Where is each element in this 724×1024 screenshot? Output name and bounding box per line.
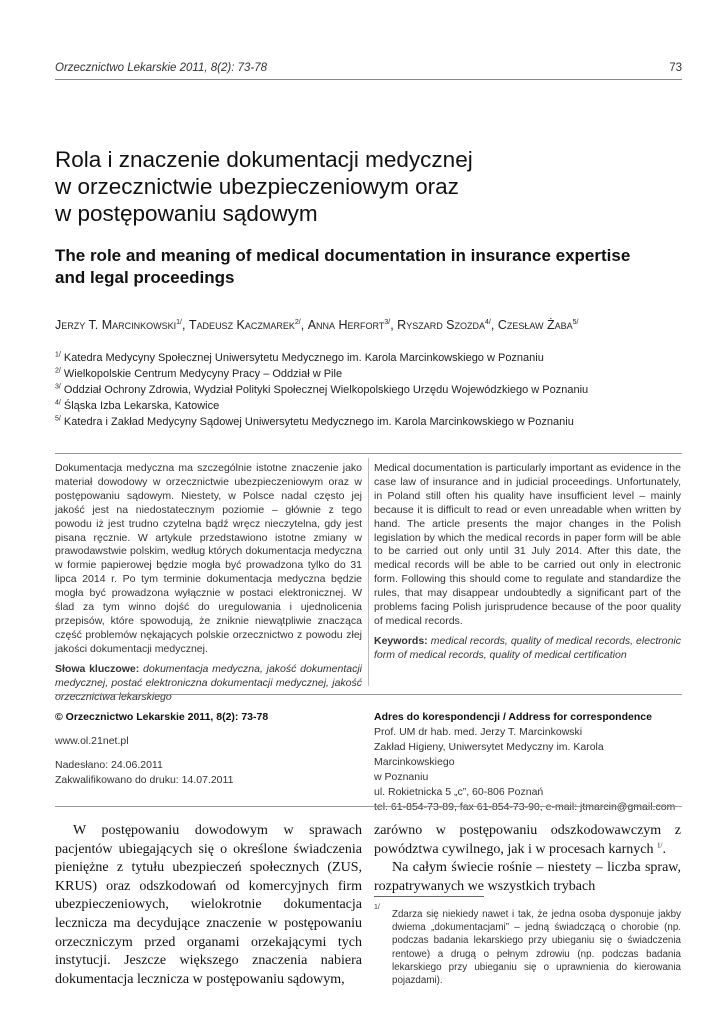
keywords-polish [55,663,362,705]
header-divider [55,79,682,80]
title-polish [55,146,655,227]
accepted-date: Zakwalifikowano do druku: 14.07.2011 [55,774,234,786]
keywords-english [374,635,681,663]
body-paragraph: zarówno w postępowaniu odszkodowawczym z powództwa cywilnego, jak i w procesach karnych $^{1/}$. [374,823,681,857]
title-polish-line: w postępowaniu sądowym [55,201,318,226]
author-sup: 1/ [176,318,182,326]
abstract-english [374,462,681,663]
keywords-english-label: Keywords: [374,634,428,647]
affiliation-item: $^{5/}$ Katedra i Zakład Medycyny Sądowej Uniwersytetu Medycznego im. Karola Marcinkowskiego w Poznaniu [55,415,574,428]
keywords-polish-text: dokumentacja medyczna, jakość dokumentacji medycznej, postać elektroniczna dokumentacji medycznej, jakość orzecznictwa lekarskiego [55,662,363,703]
author-sup: 2/ [294,318,301,326]
correspondence-address [374,710,684,815]
keywords-english-text: medical records, quality of medical records, electronic form of medical records, quality of medical certification [374,634,681,661]
title-polish-line: Rola i znaczenie dokumentacji medycznej [55,147,473,172]
author-sup: 3/ [384,318,391,326]
affiliations [55,350,588,430]
correspondence-line: w Poznaniu [374,771,429,783]
correspondence-line: ul. Rokietnicka 5 „c”, 60-806 Poznań [374,786,544,798]
abstract-polish [55,462,362,704]
abstract-top-rule [55,453,682,454]
abstract-column-divider [368,458,369,686]
correspondence-line: Zakład Higieny, Uniwersytet Medyczny im. Karola Marcinkowskiego [374,741,604,768]
footnote: 1/ Zdarza się niekiedy nawet i tak, że jedna osoba dysponuje jakby dwiema „dokumentacjami” – jedną świadczącą o chorobie (np. podczas badania lekarskiego przy ubieganiu się o świadczenia rentowe) a drugą o pełnym zdrowiu (np. podczas badania lekarskiego przy ubieganiu się o uprawnienia do kierowania pojazdami). [374,904,681,987]
correspondence-line: Prof. UM dr hab. med. Jerzy T. Marcinkowski [374,726,583,738]
page-number: 73 [669,62,682,74]
footnote-text: Zdarza się niekiedy nawet i tak, że jedna osoba dysponuje jakby dwiema „dokumentacjami” – jedną świadczącą o chorobie (np. podczas badania lekarskiego przy ubieganiu się o świadczenia rentowe) a drugą o pełnym zdrowiu (np. podczas badania lekarskiego przy ubieganiu się o uprawnienia do kierowania pojazdami). [392,909,681,987]
title-polish-line: w orzecznictwie ubezpieczeniowym oraz [55,174,459,199]
author-name: Anna Herfort [307,318,385,332]
copyright-line: © Orzecznictwo Lekarskie 2011, 8(2): 73-78 [55,711,269,723]
footnote-ref[interactable]: 1/ [657,840,663,849]
body-paragraph: Na całym świecie rośnie – niestety – liczba spraw, rozpatrywanych we wszystkich trybach [374,860,681,894]
author-list: Jerzy T. Marcinkowski$^{1/}$, Tadeusz Kaczmarek$^{2/}$, Anna Herfort$^{3/}$, Ryszard Szozda$^{4/}$, Czesław Żaba$^{5/}$ [55,318,579,332]
abstract-english-text: Medical documentation is particularly important as evidence in the case law of insurance and in judicial proceedings. Unfortunately, in Poland still often his quality have insufficient level – mainly because it is difficult to read or even unreadable when written by hand. The article presents the major changes in the Polish legislation by which the medical records in paper form will be able to be carried out only until 31 July 2014. After this date, the medical records will be able to be carried out only in electronic form. Following this should come to regulate and standardize the rules, that may disappear undoubtedly a significant part of the problems facing Polish jurisprudence because of the poor quality of medical records. [374,462,681,627]
abstract-bottom-rule [55,694,682,695]
journal-header: Orzecznictwo Lekarskie 2011, 8(2): 73-78 [55,62,267,74]
submitted-date: Nadesłano: 24.06.2011 [55,759,163,771]
author-sup: 5/ [572,318,579,326]
author-name: Tadeusz Kaczmarek [188,318,295,332]
affiliation-item: $^{1/}$ Katedra Medycyny Społecznej Uniwersytetu Medycznego im. Karola Marcinkowskiego w Poznaniu [55,351,544,364]
author-name: Jerzy T. Marcinkowski [55,318,177,332]
affiliation-item: $^{3/}$ Oddział Ochrony Zdrowia, Wydział Polityki Społecznej Wielkopolskiego Urzędu Wojewódzkiego w Poznaniu [55,383,589,396]
abstract-polish-text: Dokumentacja medyczna ma szczególnie istotne znaczenie jako materiał dowodowy w orzecznictwie ubezpieczeniowym oraz w postępowaniu sądowym. Niestety, w Polsce nadal często jej jakość jest na niedostatecznym poziomie – głównie z tego powodu iż jest trudno czytelna bądź wręcz nieczytelna, gdy jest pisana ręcznie. W artykule przedstawiono istotne zmiany w prawodawstwie polskim, według których dokumentacja medyczna w formie papierowej będzie mogła być prowadzona tylko do 31 lipca 2014 r. Po tym terminie dokumentacja medyczna będzie mogła być prowadzona wyłącznie w postaci elektronicznej. W ślad za tym winno dojść do uregulowania i ujednolicenia przepisów, które spowodują, że zniknie niewątpliwie znacząca część problemów nękających polskie orzecznictwo z powodu złej jakości dokumentacji medycznej. [55,462,362,655]
body-text-right [374,822,681,896]
affiliation-item: $^{2/}$ Wielkopolskie Centrum Medycyny Pracy – Oddział w Pile [55,367,343,380]
publication-info [55,710,355,788]
author-sup: 4/ [485,318,491,326]
affiliation-item: $^{4/}$ Śląska Izba Lekarska, Katowice [55,399,220,412]
footnote-rule [374,896,484,897]
info-bottom-rule [55,806,682,807]
keywords-polish-label: Słowa kluczowe: [55,662,140,675]
author-name: Ryszard Szozda [397,318,486,332]
author-name: Czesław Żaba [497,318,573,332]
journal-website-link[interactable]: www.ol.21net.pl [55,735,129,747]
correspondence-title: Adres do korespondencji / Address for correspondence [374,711,652,723]
title-english: The role and meaning of medical documentation in insurance expertise and legal proceedings [55,246,631,287]
correspondence-contact[interactable]: tel. 61-854-73-89, fax 61-854-73-90, e-mail: jtmarcin@gmail.com [374,801,676,813]
body-text-left: W postępowaniu dowodowym w sprawach pacjentów ubiegających się o określone świadczenia pieniężne z tytułu ubezpieczeń społecznych (ZUS, KRUS) oraz odszkodowań od komercyjnych firm ubezpieczeniowych, wielokrotnie dokumentacja lecznicza ma decydujące znaczenie w postępowaniu orzeczniczym przed organami orzekającymi tych instytucji. Jeszcze większego znaczenia nabiera dokumentacja lecznicza w postępowaniu sądowym, [55,823,362,987]
